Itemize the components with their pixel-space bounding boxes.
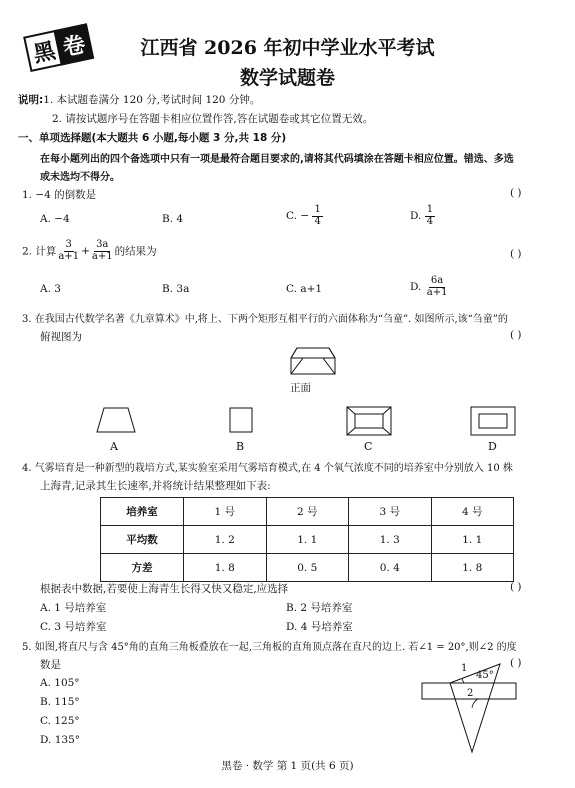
table-header-cell: 3 号 [349, 498, 432, 526]
q1-c-fraction [312, 205, 322, 227]
q2-stem-pre: 2. 计算 [22, 245, 57, 258]
q1-option-b[interactable]: B. 4 [162, 213, 184, 225]
table-cell: 1. 1 [431, 526, 514, 554]
section-1-desc-2: 或未选均不得分。 [40, 172, 120, 183]
q3-option-c-label: C [364, 440, 373, 453]
q4-stem-1: 4. 气雾培育是一种新型的栽培方式,某实验室采用气雾培育模式,在 4 个氧气浓度不同的培养室中分别放入 10 株 [22, 463, 513, 474]
q4-question: 根据表中数据,若要使上海青生长得又快又稳定,应选择 [40, 583, 289, 595]
note-1: 1. 本试题卷满分 120 分,考试时间 120 分钟。 [43, 94, 261, 106]
table-cell: 1. 1 [266, 526, 349, 554]
note-2: 2. 请按试题序号在答题卡相应位置作答,答在试题卷或其它位置无效。 [52, 113, 374, 125]
q2-plus: + [81, 245, 90, 257]
q3-option-a-figure[interactable] [95, 405, 137, 435]
q3-answer-paren: ( ) [510, 329, 522, 341]
q3-option-b-label: B [236, 440, 245, 453]
q5-ruler-triangle-figure [420, 660, 520, 760]
q3-stem-2: 俯视图为 [40, 331, 82, 343]
q4-stem-2: 上海青,记录其生长速率,并将统计结果整理如下表: [40, 480, 271, 492]
exam-subtitle: 数学试题卷 [239, 67, 335, 89]
q2-f2-den: a+1 [91, 250, 113, 262]
q4-data-table [100, 497, 514, 582]
q5-answer-paren: ( ) [510, 657, 522, 669]
q2-option-a[interactable]: A. 3 [40, 283, 61, 295]
q1-c-label: C. − [286, 210, 310, 222]
q3-front-label: 正面 [290, 382, 311, 394]
q5-option-c[interactable]: C. 125° [40, 715, 80, 727]
table-cell: 平均数 [101, 526, 184, 554]
q2-stem [22, 240, 157, 262]
q1-d-num: 1 [426, 204, 434, 215]
badge-char-2: 卷 [53, 23, 94, 65]
q2-d-num: 6a [430, 275, 444, 286]
page-footer: 黑卷 · 数学 第 1 页(共 6 页) [221, 760, 354, 772]
q2-d-fraction [425, 276, 450, 298]
q3-option-d-label: D [488, 440, 497, 453]
q2-f1-den: a+1 [58, 250, 80, 262]
badge-char-1: 黑 [23, 30, 65, 72]
q5-fig-angle-2: 2 [467, 688, 474, 699]
section-1-desc-1: 在每小题列出的四个备选项中只有一项是最符合题目要求的,请将其代码填涂在答题卡相应位置。错选、多选 [40, 154, 514, 165]
q2-stem-post: 的结果为 [114, 245, 157, 258]
q1-answer-paren: ( ) [510, 187, 522, 199]
q3-option-b-figure[interactable] [228, 405, 254, 435]
table-cell: 1. 2 [184, 526, 267, 554]
q5-option-d[interactable]: D. 135° [40, 734, 81, 746]
q2-option-b[interactable]: B. 3a [162, 283, 190, 295]
q5-fig-angle-45: 45° [476, 670, 494, 681]
q5-stem-2: 数是 [40, 659, 61, 671]
q1-d-den: 4 [426, 215, 434, 227]
q2-fraction-1 [56, 240, 81, 262]
q2-option-d[interactable] [410, 276, 449, 298]
q1-d-label: D. [410, 210, 422, 222]
q4-option-c[interactable]: C. 3 号培养室 [40, 621, 107, 633]
q3-frustum-figure [283, 344, 343, 384]
q2-f2-num: 3a [96, 239, 109, 250]
exam-title: 江西省 2026 年初中学业水平考试 [140, 37, 435, 59]
q5-option-b[interactable]: B. 115° [40, 696, 80, 708]
q1-option-d[interactable] [410, 205, 435, 227]
q2-d-label: D. [410, 281, 422, 293]
table-cell: 1. 3 [349, 526, 432, 554]
q5-option-a[interactable]: A. 105° [40, 677, 80, 689]
table-cell: 0. 4 [349, 554, 432, 582]
notes-line-1 [18, 92, 260, 107]
q5-fig-angle-1: 1 [461, 663, 468, 674]
q2-option-c[interactable]: C. a+1 [286, 283, 323, 295]
q1-option-a[interactable]: A. −4 [40, 213, 70, 225]
q3-option-d-figure[interactable] [469, 405, 517, 437]
q4-option-b[interactable]: B. 2 号培养室 [286, 602, 353, 614]
table-row [101, 526, 514, 554]
q1-d-fraction [425, 205, 435, 227]
table-header-cell: 4 号 [431, 498, 514, 526]
table-cell: 0. 5 [266, 554, 349, 582]
q1-option-c[interactable] [286, 205, 323, 227]
q4-option-a[interactable]: A. 1 号培养室 [40, 602, 107, 614]
q4-option-d[interactable]: D. 4 号培养室 [286, 621, 353, 633]
q3-option-a-label: A [110, 440, 118, 453]
q1-stem: 1. −4 的倒数是 [22, 189, 97, 201]
q2-d-den: a+1 [426, 286, 448, 298]
table-cell: 1. 8 [184, 554, 267, 582]
table-row [101, 554, 514, 582]
q2-answer-paren: ( ) [510, 248, 522, 260]
q1-c-num: 1 [314, 204, 321, 215]
q3-option-c-figure[interactable] [345, 405, 393, 437]
q3-stem-1: 3. 在我国古代数学名著《九章算术》中,将上、下两个矩形互相平行的六面体称为“刍童”. 如图所示,该“刍童”的 [22, 314, 508, 325]
table-cell: 1. 8 [431, 554, 514, 582]
table-header-cell: 1 号 [184, 498, 267, 526]
table-header-cell: 培养室 [101, 498, 184, 526]
q5-stem-1: 5. 如图,将直尺与含 45°角的直角三角板叠放在一起,三角板的直角顶点落在直尺的边上. 若∠1 = 20°,则∠2 的度 [22, 642, 517, 653]
section-1-heading: 一、单项选择题(本大题共 6 小题,每小题 3 分,共 18 分) [18, 132, 287, 144]
table-cell: 方差 [101, 554, 184, 582]
q1-c-den: 4 [314, 215, 321, 227]
table-header-row [101, 498, 514, 526]
table-header-cell: 2 号 [266, 498, 349, 526]
notes-label: 说明: [18, 94, 44, 106]
q2-f1-num: 3 [65, 239, 72, 250]
q2-fraction-2 [90, 240, 115, 262]
q4-answer-paren: ( ) [510, 581, 522, 593]
